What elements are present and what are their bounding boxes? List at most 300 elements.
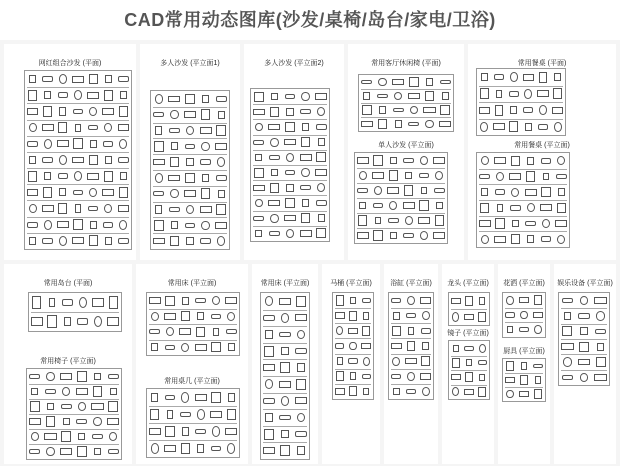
sheet-divider [31, 312, 119, 313]
sheet-yule [558, 292, 610, 386]
panel-canzhuo [468, 44, 616, 260]
cad-thumbnail [535, 376, 541, 383]
cad-thumbnail [405, 216, 413, 225]
cad-thumbnail [493, 123, 504, 130]
cad-thumbnail [451, 298, 461, 305]
cad-thumbnail [419, 173, 430, 178]
cad-thumbnail [255, 199, 263, 208]
cad-thumbnail [27, 222, 37, 228]
cad-thumbnail [425, 120, 433, 128]
cad-thumbnail [357, 188, 368, 193]
cad-thumbnail [211, 314, 222, 319]
cad-thumbnail [31, 388, 38, 396]
cad-thumbnail [164, 445, 176, 452]
cad-thumbnail [481, 156, 489, 165]
cad-thumbnail [505, 377, 516, 383]
cad-thumbnail [216, 175, 227, 181]
sheet-divider [253, 150, 327, 151]
cad-thumbnail [362, 105, 372, 114]
cad-thumbnail [348, 358, 357, 363]
cad-thumbnail [519, 327, 529, 332]
cad-thumbnail [301, 213, 311, 223]
cad-thumbnail [505, 312, 515, 317]
sheet-divider [149, 440, 237, 441]
cad-thumbnail [253, 109, 265, 116]
cad-thumbnail [507, 326, 513, 333]
cad-thumbnail [405, 172, 412, 180]
cad-thumbnail [226, 329, 237, 334]
cad-thumbnail [335, 312, 345, 319]
sheet-divider [27, 184, 129, 185]
cad-thumbnail [538, 124, 548, 130]
cad-thumbnail [103, 141, 113, 147]
cad-thumbnail [420, 156, 428, 165]
cad-thumbnail [533, 364, 543, 369]
cad-thumbnail [31, 317, 43, 325]
cad-thumbnail [29, 75, 36, 83]
cad-thumbnail [481, 235, 489, 244]
cad-thumbnail [480, 122, 488, 132]
sheet-canzhuo-pm [476, 68, 566, 136]
cad-thumbnail [579, 342, 589, 352]
cad-thumbnail [119, 220, 127, 230]
cad-thumbnail [361, 121, 373, 127]
cad-thumbnail [421, 328, 431, 333]
cad-thumbnail [270, 138, 278, 147]
sheet-divider [253, 180, 327, 181]
cad-thumbnail [105, 237, 112, 245]
cad-thumbnail [58, 203, 67, 214]
cad-thumbnail [254, 168, 264, 178]
cad-thumbnail [406, 389, 416, 394]
sheet-divider [357, 168, 445, 169]
cad-thumbnail [478, 360, 487, 365]
cad-thumbnail [407, 372, 415, 381]
cad-thumbnail [49, 298, 56, 308]
panel-title-duoren2: 多人沙发 (平立面2) [264, 60, 324, 67]
cad-thumbnail [393, 312, 400, 320]
sheet-divider [391, 308, 431, 309]
cad-thumbnail [541, 236, 552, 241]
sheet-divider [561, 370, 607, 371]
cad-thumbnail [182, 427, 189, 436]
cad-thumbnail [210, 411, 222, 418]
sheet-divider [149, 340, 237, 341]
cad-thumbnail [465, 296, 473, 307]
cad-thumbnail [390, 157, 397, 165]
panel-keting [348, 44, 464, 260]
cad-thumbnail [480, 203, 489, 213]
cad-thumbnail [392, 79, 404, 85]
cad-thumbnail [295, 397, 307, 404]
cad-thumbnail [506, 296, 513, 305]
catalog-board [0, 40, 620, 466]
cad-thumbnail [57, 221, 69, 228]
cad-thumbnail [265, 413, 272, 421]
cad-thumbnail [27, 141, 37, 147]
cad-thumbnail [440, 80, 451, 85]
cad-thumbnail [181, 392, 189, 402]
sheet-divider [263, 343, 307, 344]
sheet-divider [153, 170, 227, 171]
cad-thumbnail [393, 108, 404, 113]
sheet-divider [153, 217, 227, 218]
cad-thumbnail [150, 409, 159, 420]
cad-thumbnail [211, 392, 220, 403]
sheet-divider [149, 423, 237, 424]
cad-thumbnail [595, 329, 607, 334]
cad-thumbnail [29, 374, 40, 379]
cad-thumbnail [227, 409, 236, 420]
cad-thumbnail [494, 236, 506, 243]
cad-thumbnail [280, 362, 290, 373]
sheet-divider [263, 326, 307, 327]
panel-title-wanghong: 网红组合沙发 (平面) [38, 60, 102, 67]
cad-thumbnail [534, 295, 543, 305]
cad-thumbnail [510, 205, 521, 210]
cad-thumbnail [509, 121, 518, 132]
panel-huasa [498, 264, 550, 464]
cad-thumbnail [170, 110, 178, 119]
cad-thumbnail [195, 298, 206, 303]
cad-thumbnail [436, 202, 443, 210]
sheet-divider [153, 233, 227, 234]
cad-thumbnail [552, 107, 563, 114]
cad-thumbnail [557, 235, 565, 244]
cad-thumbnail [118, 238, 128, 244]
cad-thumbnail [301, 92, 309, 101]
cad-thumbnail [301, 137, 311, 147]
sheet-divider [357, 213, 445, 214]
cad-thumbnail [77, 371, 87, 381]
cad-thumbnail [578, 359, 591, 366]
sheet-divider [263, 409, 307, 410]
cad-thumbnail [90, 221, 97, 229]
sheet-divider [27, 136, 129, 137]
cad-thumbnail [363, 312, 369, 320]
panel-title-danren: 单人沙发 (平立面) [378, 142, 434, 149]
cad-thumbnail [216, 96, 227, 102]
sheet-divider [263, 376, 307, 377]
cad-thumbnail [72, 76, 84, 83]
cad-thumbnail [263, 398, 274, 404]
sheet-jingzi [448, 340, 490, 400]
cad-thumbnail [44, 139, 52, 149]
cad-thumbnail [104, 204, 112, 214]
cad-thumbnail [534, 325, 541, 334]
cad-thumbnail [59, 74, 67, 84]
cad-thumbnail [479, 344, 486, 353]
cad-thumbnail [337, 357, 343, 365]
cad-thumbnail [270, 214, 278, 223]
sheet-danren [354, 152, 448, 244]
cad-thumbnail [357, 157, 369, 163]
cad-thumbnail [212, 296, 220, 305]
cad-thumbnail [527, 235, 534, 243]
cad-thumbnail [554, 73, 561, 81]
cad-thumbnail [254, 92, 264, 102]
sheet-divider [357, 183, 445, 184]
cad-thumbnail [284, 215, 296, 222]
cad-thumbnail [391, 343, 402, 350]
cad-thumbnail [149, 428, 161, 435]
cad-thumbnail [255, 154, 262, 162]
cad-thumbnail [580, 373, 589, 382]
cad-thumbnail [404, 185, 413, 195]
cad-thumbnail [300, 154, 312, 161]
cad-thumbnail [201, 142, 209, 151]
sheet-divider [505, 387, 543, 388]
cad-thumbnail [434, 188, 445, 193]
cad-thumbnail [336, 371, 344, 381]
cad-thumbnail [265, 330, 272, 338]
cad-thumbnail [201, 188, 211, 199]
cad-thumbnail [520, 375, 529, 384]
cad-thumbnail [170, 236, 180, 247]
cad-thumbnail [422, 311, 430, 320]
sheet-yizi [26, 368, 122, 460]
cad-thumbnail [153, 112, 164, 118]
cad-thumbnail [506, 361, 515, 370]
cad-thumbnail [279, 298, 291, 305]
cad-thumbnail [300, 230, 312, 237]
cad-thumbnail [91, 403, 103, 409]
sheet-divider [561, 308, 607, 309]
cad-thumbnail [211, 446, 222, 452]
cad-thumbnail [270, 107, 280, 117]
panel-title-canzhuo-pm: 常用餐桌 (平面) [517, 60, 567, 67]
cad-thumbnail [179, 328, 191, 335]
cad-thumbnail [78, 402, 86, 411]
cad-thumbnail [597, 343, 605, 351]
cad-thumbnail [410, 106, 418, 114]
sheet-divider [253, 119, 327, 120]
cad-thumbnail [181, 443, 190, 454]
cad-thumbnail [373, 155, 382, 165]
cad-thumbnail [422, 387, 430, 396]
cad-thumbnail [553, 88, 562, 99]
cad-thumbnail [564, 312, 572, 320]
cad-thumbnail [200, 238, 211, 244]
cad-thumbnail [271, 93, 278, 101]
cad-thumbnail [452, 312, 459, 321]
cad-thumbnail [408, 122, 419, 127]
sheet-divider [335, 369, 371, 370]
cad-thumbnail [263, 364, 275, 371]
panel-title-yugang: 浴缸 (平立面) [390, 280, 432, 287]
cad-thumbnail [93, 417, 101, 426]
sheet-huasa [502, 292, 546, 338]
cad-thumbnail [555, 220, 567, 227]
cad-thumbnail [578, 313, 590, 318]
cad-thumbnail [171, 221, 178, 229]
cad-thumbnail [211, 342, 220, 352]
cad-thumbnail [169, 207, 180, 213]
cad-thumbnail [494, 157, 506, 164]
cad-thumbnail [374, 186, 382, 195]
cad-thumbnail [420, 373, 431, 380]
cad-thumbnail [151, 393, 158, 402]
sheet-divider [361, 117, 451, 118]
cad-thumbnail [118, 76, 128, 82]
cad-thumbnail [512, 220, 519, 228]
cad-thumbnail [561, 343, 574, 350]
cad-thumbnail [510, 72, 518, 82]
cad-thumbnail [435, 215, 444, 225]
cad-thumbnail [495, 105, 504, 116]
cad-thumbnail [391, 374, 401, 379]
sheet-zhuoji [146, 388, 240, 458]
sheet-chuang1 [146, 292, 240, 356]
cad-thumbnail [285, 94, 296, 99]
cad-thumbnail [373, 203, 384, 208]
cad-thumbnail [596, 357, 606, 367]
panel-title-huasa: 花洒 (平立面) [503, 280, 545, 287]
cad-thumbnail [580, 296, 589, 305]
cad-thumbnail [407, 296, 415, 305]
cad-thumbnail [317, 183, 325, 192]
cad-thumbnail [165, 395, 176, 401]
cad-thumbnail [268, 200, 280, 207]
cad-thumbnail [558, 188, 565, 196]
sheet-divider [29, 399, 119, 400]
cad-thumbnail [317, 107, 325, 116]
cad-thumbnail [60, 448, 72, 454]
cad-thumbnail [425, 91, 435, 100]
panel-title-keting: 常用客厅休闲椅 (平面) [371, 60, 441, 67]
cad-thumbnail [185, 94, 195, 105]
cad-thumbnail [269, 231, 280, 236]
cad-thumbnail [213, 328, 220, 336]
cad-thumbnail [541, 187, 550, 197]
cad-thumbnail [316, 152, 326, 162]
cad-thumbnail [563, 357, 572, 366]
cad-thumbnail [426, 78, 433, 85]
sheet-divider [561, 354, 607, 355]
sheet-divider [27, 120, 129, 121]
cad-thumbnail [227, 443, 235, 453]
cad-thumbnail [281, 313, 289, 323]
cad-thumbnail [539, 72, 548, 83]
cad-thumbnail [105, 156, 112, 164]
cad-thumbnail [511, 156, 520, 166]
cad-thumbnail [316, 228, 326, 238]
cad-thumbnail [253, 216, 264, 221]
cad-thumbnail [59, 107, 66, 115]
panel-title-zhuoji: 常用桌几 (平立面) [164, 378, 220, 385]
cad-thumbnail [149, 297, 161, 304]
cad-thumbnail [151, 312, 159, 321]
cad-thumbnail [361, 80, 372, 85]
cad-thumbnail [358, 215, 367, 225]
cad-thumbnail [216, 204, 226, 215]
panel-matong [322, 264, 380, 464]
cad-thumbnail [562, 298, 574, 303]
cad-thumbnail [228, 393, 235, 402]
cad-thumbnail [318, 138, 325, 146]
sheet-divider [505, 373, 543, 374]
cad-thumbnail [44, 433, 56, 439]
cad-thumbnail [109, 432, 117, 441]
sheet-divider [335, 354, 371, 355]
cad-thumbnail [119, 106, 128, 117]
cad-thumbnail [286, 184, 293, 192]
sheet-divider [253, 165, 327, 166]
cad-thumbnail [46, 372, 54, 381]
cad-thumbnail [420, 231, 428, 240]
cad-thumbnail [195, 394, 207, 401]
sheet-divider [479, 119, 563, 120]
cad-thumbnail [281, 347, 288, 355]
cad-thumbnail [47, 403, 54, 411]
cad-thumbnail [363, 357, 370, 366]
cad-thumbnail [541, 158, 552, 163]
cad-thumbnail [349, 311, 357, 321]
cad-thumbnail [389, 201, 397, 210]
cad-thumbnail [363, 92, 370, 99]
sheet-divider [561, 324, 607, 325]
cad-thumbnail [89, 155, 98, 166]
cad-thumbnail [495, 189, 506, 194]
cad-thumbnail [524, 89, 532, 99]
cad-thumbnail [407, 341, 416, 351]
cad-thumbnail [422, 342, 429, 350]
cad-thumbnail [542, 219, 550, 228]
cad-thumbnail [392, 357, 400, 366]
cad-thumbnail [119, 139, 127, 149]
cad-thumbnail [153, 159, 165, 166]
sheet-chuju [502, 358, 546, 402]
cad-thumbnail [557, 203, 566, 213]
cad-thumbnail [64, 317, 71, 327]
sheet-divider [253, 195, 327, 196]
cad-thumbnail [58, 173, 68, 179]
cad-thumbnail [479, 107, 490, 114]
cad-thumbnail [151, 343, 158, 351]
cad-thumbnail [406, 313, 416, 318]
cad-thumbnail [59, 155, 67, 165]
panel-title-duoren1: 多人沙发 (平立面1) [160, 60, 220, 67]
cad-thumbnail [118, 124, 130, 131]
cad-thumbnail [118, 157, 128, 163]
cad-thumbnail [554, 122, 562, 132]
sheet-divider [335, 323, 371, 324]
panel-chuang1 [136, 264, 248, 464]
cad-thumbnail [405, 358, 416, 365]
cad-thumbnail [94, 316, 102, 327]
panel-longtou [442, 264, 494, 464]
cad-thumbnail [394, 92, 402, 100]
sheet-longtou [448, 292, 490, 326]
cad-thumbnail [94, 448, 101, 456]
cad-thumbnail [118, 205, 130, 212]
panel-title-jingzi: 镜子 (平立面) [447, 330, 489, 337]
sheet-divider [479, 216, 567, 217]
sheet-divider [149, 406, 237, 407]
cad-thumbnail [184, 190, 196, 197]
cad-thumbnail [27, 189, 39, 196]
sheet-divider [253, 104, 327, 105]
cad-thumbnail [408, 327, 415, 335]
cad-thumbnail [58, 122, 67, 133]
cad-thumbnail [186, 126, 194, 135]
cad-thumbnail [170, 189, 178, 198]
cad-thumbnail [44, 220, 52, 230]
sheet-divider [505, 322, 543, 323]
cad-thumbnail [73, 138, 82, 149]
cad-thumbnail [419, 200, 428, 210]
cad-thumbnail [108, 401, 118, 411]
